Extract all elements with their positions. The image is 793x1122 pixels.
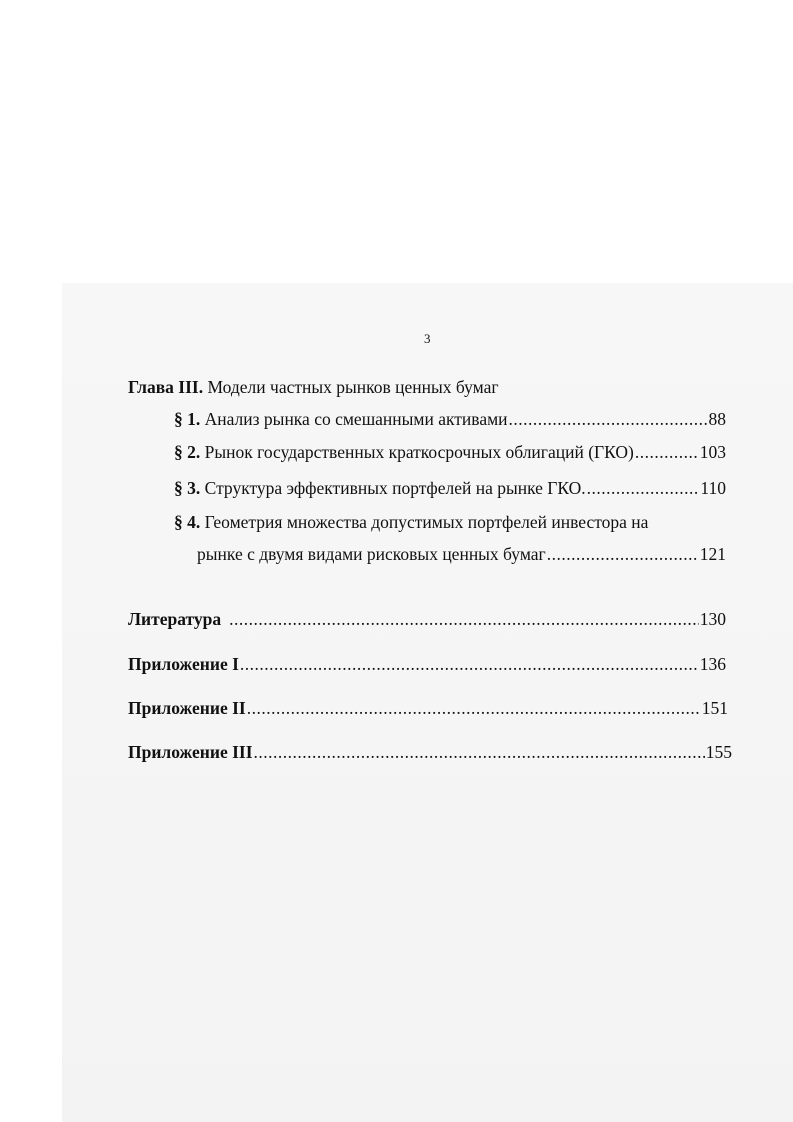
section-number: § 1. <box>174 409 201 429</box>
toc-entry-section-4-line1[interactable] <box>174 511 648 533</box>
entry-page: 136 <box>699 654 726 674</box>
page-number: 3 <box>424 331 431 346</box>
chapter-title: Модели частных рынков ценных бумаг <box>207 377 499 397</box>
section-title: Структура эффективных портфелей на рынке ГКО. <box>204 478 586 498</box>
leader-dots <box>587 477 700 499</box>
entry-page: 130 <box>699 609 726 629</box>
entry-page: 151 <box>701 698 728 718</box>
section-number: § 4. <box>174 512 201 532</box>
section-page: 103 <box>699 442 726 462</box>
chapter-label: Глава III. <box>128 377 204 397</box>
toc-entry-section-2[interactable] <box>174 441 726 463</box>
leader-dots <box>247 697 701 719</box>
entry-title: Приложение III <box>128 742 253 762</box>
entry-title: Приложение II <box>128 698 246 718</box>
section-title-continued: рынке с двумя видами рисковых ценных бумаг <box>197 544 546 564</box>
section-title: Анализ рынка со смешанными активами <box>204 409 508 429</box>
section-page: 88 <box>708 409 726 429</box>
leader-dots <box>547 543 699 565</box>
section-page: 121 <box>699 544 726 564</box>
section-title: Геометрия множества допустимых портфелей инвестора на <box>204 512 649 532</box>
leader-dots <box>635 441 699 463</box>
toc-entry-literature[interactable] <box>128 608 726 630</box>
section-number: § 3. <box>174 478 201 498</box>
toc-entry-section-4-line2[interactable] <box>197 543 726 565</box>
toc-entry-section-3[interactable] <box>174 477 726 499</box>
toc-entry-appendix-3[interactable] <box>128 741 732 763</box>
toc-entry-section-1[interactable] <box>174 408 726 430</box>
section-number: § 2. <box>174 442 201 462</box>
leader-dots <box>509 408 708 430</box>
entry-title: Литература <box>128 609 222 629</box>
chapter-heading <box>128 376 499 398</box>
section-title: Рынок государственных краткосрочных облигаций (ГКО) <box>204 442 634 462</box>
leader-dots <box>229 608 699 630</box>
toc-entry-appendix-2[interactable] <box>128 697 728 719</box>
entry-page: 155 <box>705 742 732 762</box>
entry-title: Приложение I <box>128 654 239 674</box>
section-page: 110 <box>700 478 726 498</box>
leader-dots <box>254 741 705 763</box>
toc-entry-appendix-1[interactable] <box>128 653 726 675</box>
leader-dots <box>240 653 699 675</box>
